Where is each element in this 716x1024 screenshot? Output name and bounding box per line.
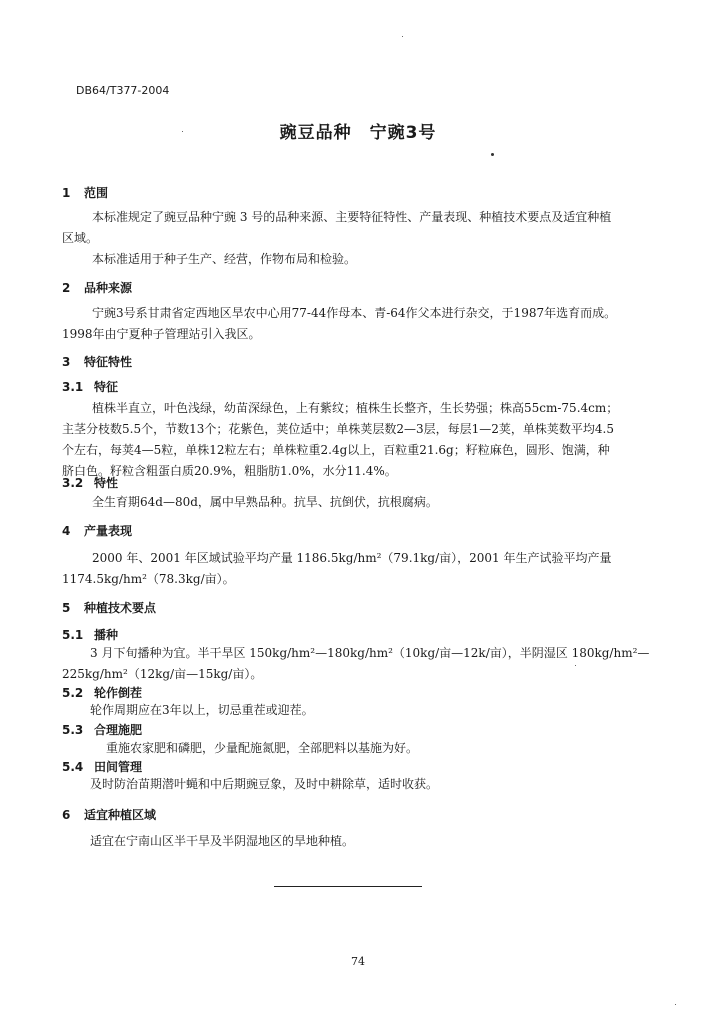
subsection-number: 5.2 — [62, 686, 84, 700]
subsection-5-1-heading — [62, 626, 118, 643]
paragraph-line: 脐白色。籽粒含粗蛋白质20.9%，粗脂肪1.0%，水分11.4%。 — [62, 464, 397, 478]
subsection-title: 特征 — [94, 380, 119, 394]
paragraph-line: 1174.5kg/hm²（78.3kg/亩）。 — [62, 572, 235, 586]
subsection-5-2-heading — [62, 684, 142, 701]
section-title: 品种来源 — [84, 281, 133, 295]
subsection-number: 5.1 — [62, 628, 84, 642]
subsection-3-2-heading — [62, 474, 118, 491]
page-number: 74 — [351, 955, 365, 968]
paragraph-line: 主茎分枝数5.5个，节数13个；花紫色，荚位适中；单株荚层数2—3层，每层1—2荚，单株荚数平均4.5 — [62, 422, 614, 436]
section-title: 种植技术要点 — [84, 601, 157, 615]
subsection-number: 3.2 — [62, 476, 84, 490]
subsection-title: 田间管理 — [94, 760, 143, 774]
paragraph-line: 轮作周期应在3年以上，切忌重茬或迎茬。 — [90, 703, 314, 717]
paragraph-line: 植株半直立，叶色浅绿，幼苗深绿色，上有紫纹；植株生长整齐，生长势强；株高55cm-75.4cm； — [92, 401, 619, 415]
subsection-number: 3.1 — [62, 380, 84, 394]
section-number: 1 — [62, 186, 71, 200]
subsection-number: 5.4 — [62, 760, 84, 774]
paragraph-line: 1998年由宁夏种子管理站引入我区。 — [62, 327, 261, 341]
section-title: 适宜种植区域 — [84, 808, 157, 822]
section-number: 5 — [62, 601, 71, 615]
subsection-title: 合理施肥 — [94, 723, 143, 737]
section-4-heading — [62, 522, 132, 539]
subsection-title: 特性 — [94, 476, 119, 490]
section-3-heading — [62, 353, 132, 370]
paragraph-line: 重施农家肥和磷肥，少量配施氮肥，全部肥料以基施为好。 — [106, 741, 419, 755]
section-number: 6 — [62, 808, 71, 822]
section-6-heading — [62, 806, 156, 823]
section-number: 3 — [62, 355, 71, 369]
section-5-heading — [62, 599, 156, 616]
standard-code: DB64/T377-2004 — [76, 84, 170, 97]
section-number: 4 — [62, 524, 71, 538]
scan-speck — [675, 1004, 676, 1005]
scan-speck — [182, 131, 183, 132]
footer-divider — [274, 886, 422, 887]
paragraph-line: 本标准适用于种子生产、经营，作物布局和检验。 — [92, 252, 357, 266]
section-number: 2 — [62, 281, 71, 295]
paragraph-line: 适宜在宁南山区半干旱及半阴湿地区的旱地种植。 — [90, 834, 355, 848]
section-title: 范围 — [84, 186, 109, 200]
subsection-number: 5.3 — [62, 723, 84, 737]
scan-speck — [402, 36, 403, 37]
section-1-heading — [62, 184, 108, 201]
paragraph-line: 及时防治苗期潜叶蝇和中后期豌豆象，及时中耕除草，适时收获。 — [90, 777, 439, 791]
page-title: 豌豆品种 宁豌3号 — [279, 123, 437, 143]
paragraph-line: 3 月下旬播种为宜。半干旱区 150kg/hm²—180kg/hm²（10kg/亩—12k/亩），半阴湿区 180kg/hm²— — [90, 646, 650, 660]
paragraph-line: 225kg/hm²（12kg/亩—15kg/亩）。 — [62, 667, 263, 681]
paragraph-line: 本标准规定了豌豆品种宁豌 3 号的品种来源、主要特征特性、产量表现、种植技术要点及适宜种植 — [92, 210, 612, 224]
scan-speck — [575, 665, 576, 666]
paragraph-line: 个左右，每荚4—5粒，单株12粒左右；单株粒重2.4g以上，百粒重21.6g；籽粒麻色，圆形、饱满，种 — [62, 443, 610, 457]
subsection-title: 播种 — [94, 628, 119, 642]
scan-speck — [491, 153, 494, 156]
paragraph-line: 区域。 — [62, 231, 99, 245]
subsection-5-4-heading — [62, 758, 142, 775]
section-title: 产量表现 — [84, 524, 133, 538]
paragraph-line: 全生育期64d—80d，属中早熟品种。抗旱、抗倒伏，抗根腐病。 — [92, 495, 438, 509]
paragraph-line: 宁豌3号系甘肃省定西地区旱农中心用77-44作母本、青-64作父本进行杂交，于1987年选育而成。 — [92, 306, 617, 320]
subsection-5-3-heading — [62, 721, 142, 738]
section-2-heading — [62, 279, 132, 296]
section-title: 特征特性 — [84, 355, 133, 369]
paragraph-line: 2000 年、2001 年区域试验平均产量 1186.5kg/hm²（79.1kg/亩），2001 年生产试验平均产量 — [92, 551, 612, 565]
subsection-title: 轮作倒茬 — [94, 686, 143, 700]
subsection-3-1-heading — [62, 378, 118, 395]
